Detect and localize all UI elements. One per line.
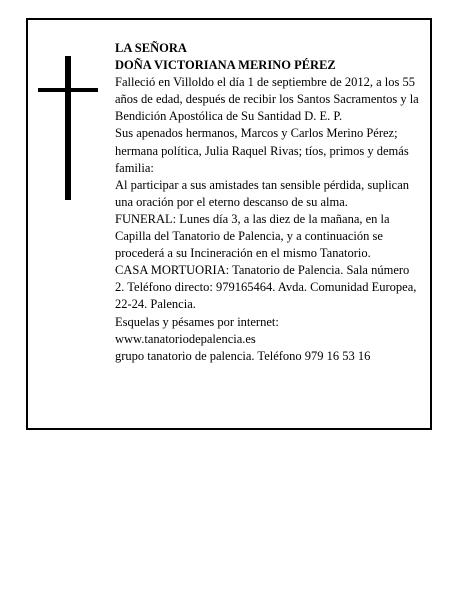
family-mourners: Sus apenados hermanos, Marcos y Carlos Merino Pérez; hermana política, Julia Raquel Rivas; tíos, primos y demás familia: xyxy=(115,126,409,175)
cross-vertical-bar xyxy=(65,56,71,200)
cross-horizontal-bar xyxy=(38,88,98,92)
obituary-notice xyxy=(26,18,432,430)
prayer-request: Al participar a sus amistades tan sensible pérdida, suplican una oración por el eterno descanso de su alma. xyxy=(115,177,410,209)
funeral-details: FUNERAL: Lunes día 3, a las diez de la mañana, en la Capilla del Tanatorio de Palencia, y a continuación se procederá a su Incineración en el mismo Tanatorio. xyxy=(115,211,390,261)
notice-text xyxy=(115,40,421,365)
deceased-name: DOÑA VICTORIANA MERINO PÉREZ xyxy=(115,58,336,73)
condolences-label: Esquelas y pésames por internet: xyxy=(115,314,279,329)
cross-icon xyxy=(38,56,98,200)
mortuary-details: CASA MORTUORIA: Tanatorio de Palencia. Sala número 2. Teléfono directo: 979165464. Avda. Comunidad Europea, 22-24. Palencia. xyxy=(115,263,417,312)
death-details: Falleció en Villoldo el día 1 de septiembre de 2012, a los 55 años de edad, después de recibir los Santos Sacramentos y la Bendición Apostólica de Su Santidad D. E. P. xyxy=(115,75,419,124)
notice-title: LA SEÑORA xyxy=(115,41,187,55)
company-phone: grupo tanatorio de palencia. Teléfono 979 16 53 16 xyxy=(115,348,371,363)
website-link[interactable]: www.tanatoriodepalencia.es xyxy=(115,331,256,346)
